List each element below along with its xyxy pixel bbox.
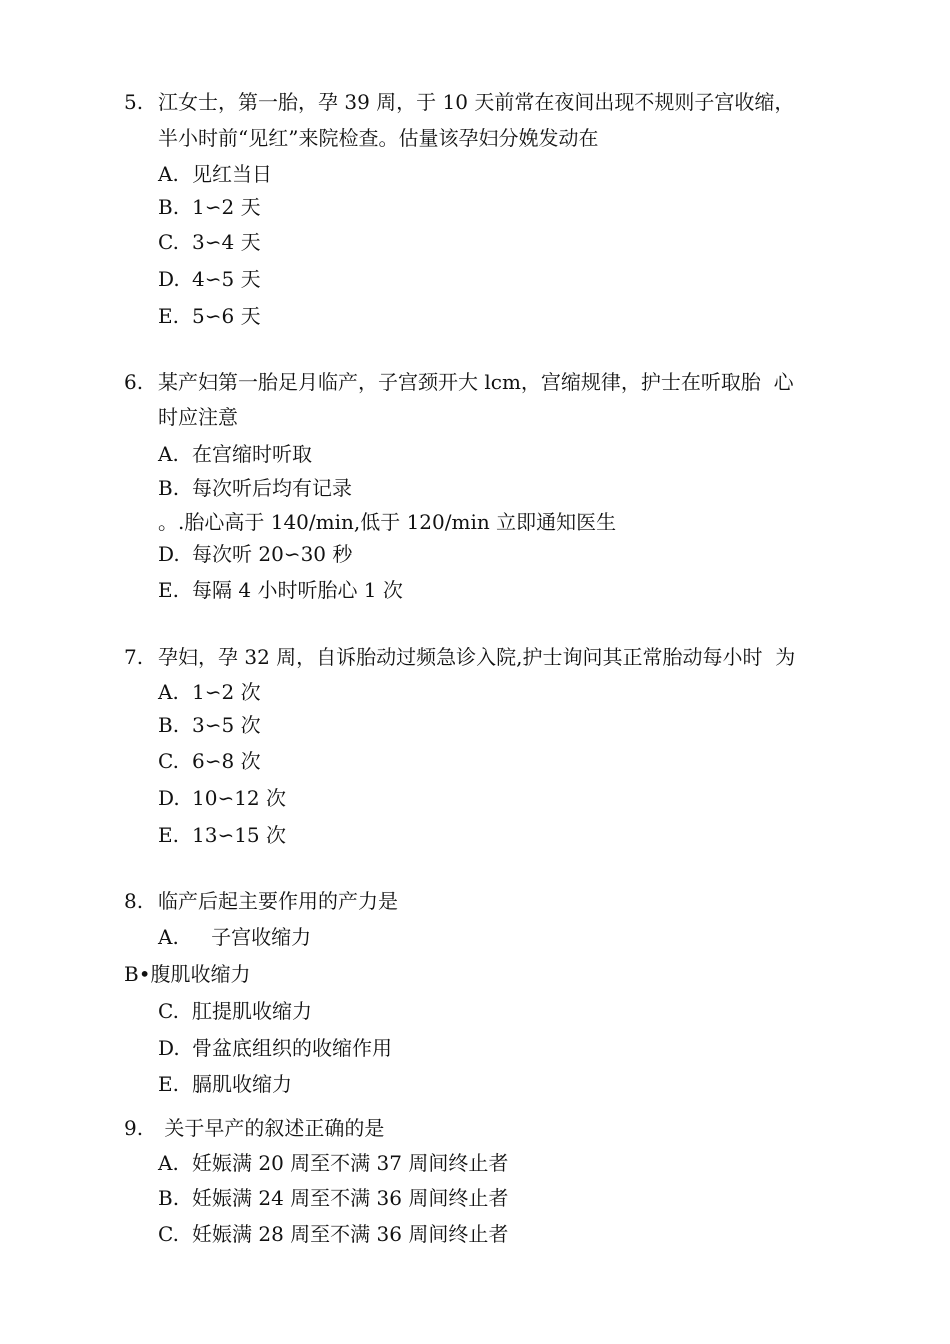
option-letter: C. [158,1222,179,1246]
question-text: 半小时前“见红”来院检查。估量该孕妇分娩发动在 [158,126,599,150]
option-text: 1∽2 天 [192,195,261,219]
question-stem [124,643,795,671]
answer-option [158,1184,508,1212]
question-stem [124,1114,384,1142]
option-letter: A. [158,680,179,704]
option-letter: B. [158,195,180,219]
option-text: 4∽5 天 [192,267,261,291]
option-letter: B. [158,1186,180,1210]
answer-option [158,228,261,256]
question-stem [124,368,794,396]
option-text: 每次听后均有记录 [192,476,352,500]
answer-option [158,747,261,775]
option-text: B•腹肌收缩力 [124,962,251,986]
option-text: 妊娠满 28 周至不满 36 周间终止者 [192,1222,509,1246]
option-letter: A. [158,925,179,949]
option-text: 1∽2 次 [192,680,261,704]
option-letter: B. [158,713,180,737]
question-number: 5. [124,90,144,114]
option-text: 妊娠满 20 周至不满 37 周间终止者 [192,1151,509,1175]
answer-option [158,160,272,188]
option-letter: C. [158,749,179,773]
question-stem [124,887,398,915]
option-letter: E. [158,823,179,847]
question-number: 8. [124,889,144,913]
question-stem-continued [158,124,598,152]
question-stem-continued [158,403,238,431]
question-text: 江女士，第一胎，孕 39 周，于 10 天前常在夜间出现不规则子宫收缩， [158,90,795,114]
answer-option [158,440,312,468]
option-text: 见红当日 [192,162,272,186]
option-letter: A. [158,442,179,466]
option-text: 在宫缩时听取 [192,442,312,466]
answer-option [158,265,261,293]
option-text: 每隔 4 小时听胎心 1 次 [192,578,403,602]
option-text: 子宫收缩力 [192,925,312,949]
option-text: 13∽15 次 [192,823,287,847]
answer-option [158,821,286,849]
question-text: 临产后起主要作用的产力是 [158,889,398,913]
question-number: 6. [124,370,144,394]
option-text: 3∽4 天 [192,230,261,254]
answer-option [158,540,352,568]
option-letter: E. [158,304,179,328]
option-text: 膈肌收缩力 [192,1072,292,1096]
option-letter: E. [158,1072,179,1096]
question-stem [124,88,794,116]
option-text: 3∽5 次 [192,713,261,737]
option-letter: D. [158,542,180,566]
option-text: 妊娠满 24 周至不满 36 周间终止者 [192,1186,509,1210]
option-letter: D. [158,786,180,810]
question-number: 9. [124,1116,144,1140]
answer-option [158,678,261,706]
question-text: 孕妇，孕 32 周，自诉胎动过频急诊入院,护士询问其正常胎动每小时 为 [158,645,796,669]
option-text: 5∽6 天 [192,304,261,328]
answer-option [158,784,286,812]
answer-option [158,1034,392,1062]
option-text: 骨盆底组织的收缩作用 [192,1036,392,1060]
option-text: 每次听 20∽30 秒 [192,542,353,566]
option-letter: A. [158,162,179,186]
answer-option [124,960,251,988]
answer-option [158,193,261,221]
question-text: 某产妇第一胎足月临产，子宫颈开大 lcm，宫缩规律，护士在听取胎 心 [158,370,794,394]
option-letter: C. [158,999,179,1023]
answer-option [158,508,616,536]
answer-option [158,1070,292,1098]
option-text: 10∽12 次 [192,786,287,810]
option-text: 肛提肌收缩力 [192,999,312,1023]
answer-option [158,576,403,604]
option-letter: C. [158,230,179,254]
option-letter: B. [158,476,180,500]
option-text: 6∽8 次 [192,749,261,773]
answer-option [158,923,311,951]
option-letter: A. [158,1151,179,1175]
answer-option [158,1220,508,1248]
question-text: 时应注意 [158,405,238,429]
answer-option [158,474,352,502]
answer-option [158,711,261,739]
answer-option [158,1149,508,1177]
question-number: 7. [124,645,144,669]
option-letter: D. [158,267,180,291]
answer-option [158,302,261,330]
answer-option [158,997,312,1025]
option-letter: E. [158,578,179,602]
question-text: 关于早产的叙述正确的是 [158,1116,385,1140]
option-letter: D. [158,1036,180,1060]
option-text: 。.胎心高于 140/min,低于 120/min 立即通知医生 [158,510,617,534]
